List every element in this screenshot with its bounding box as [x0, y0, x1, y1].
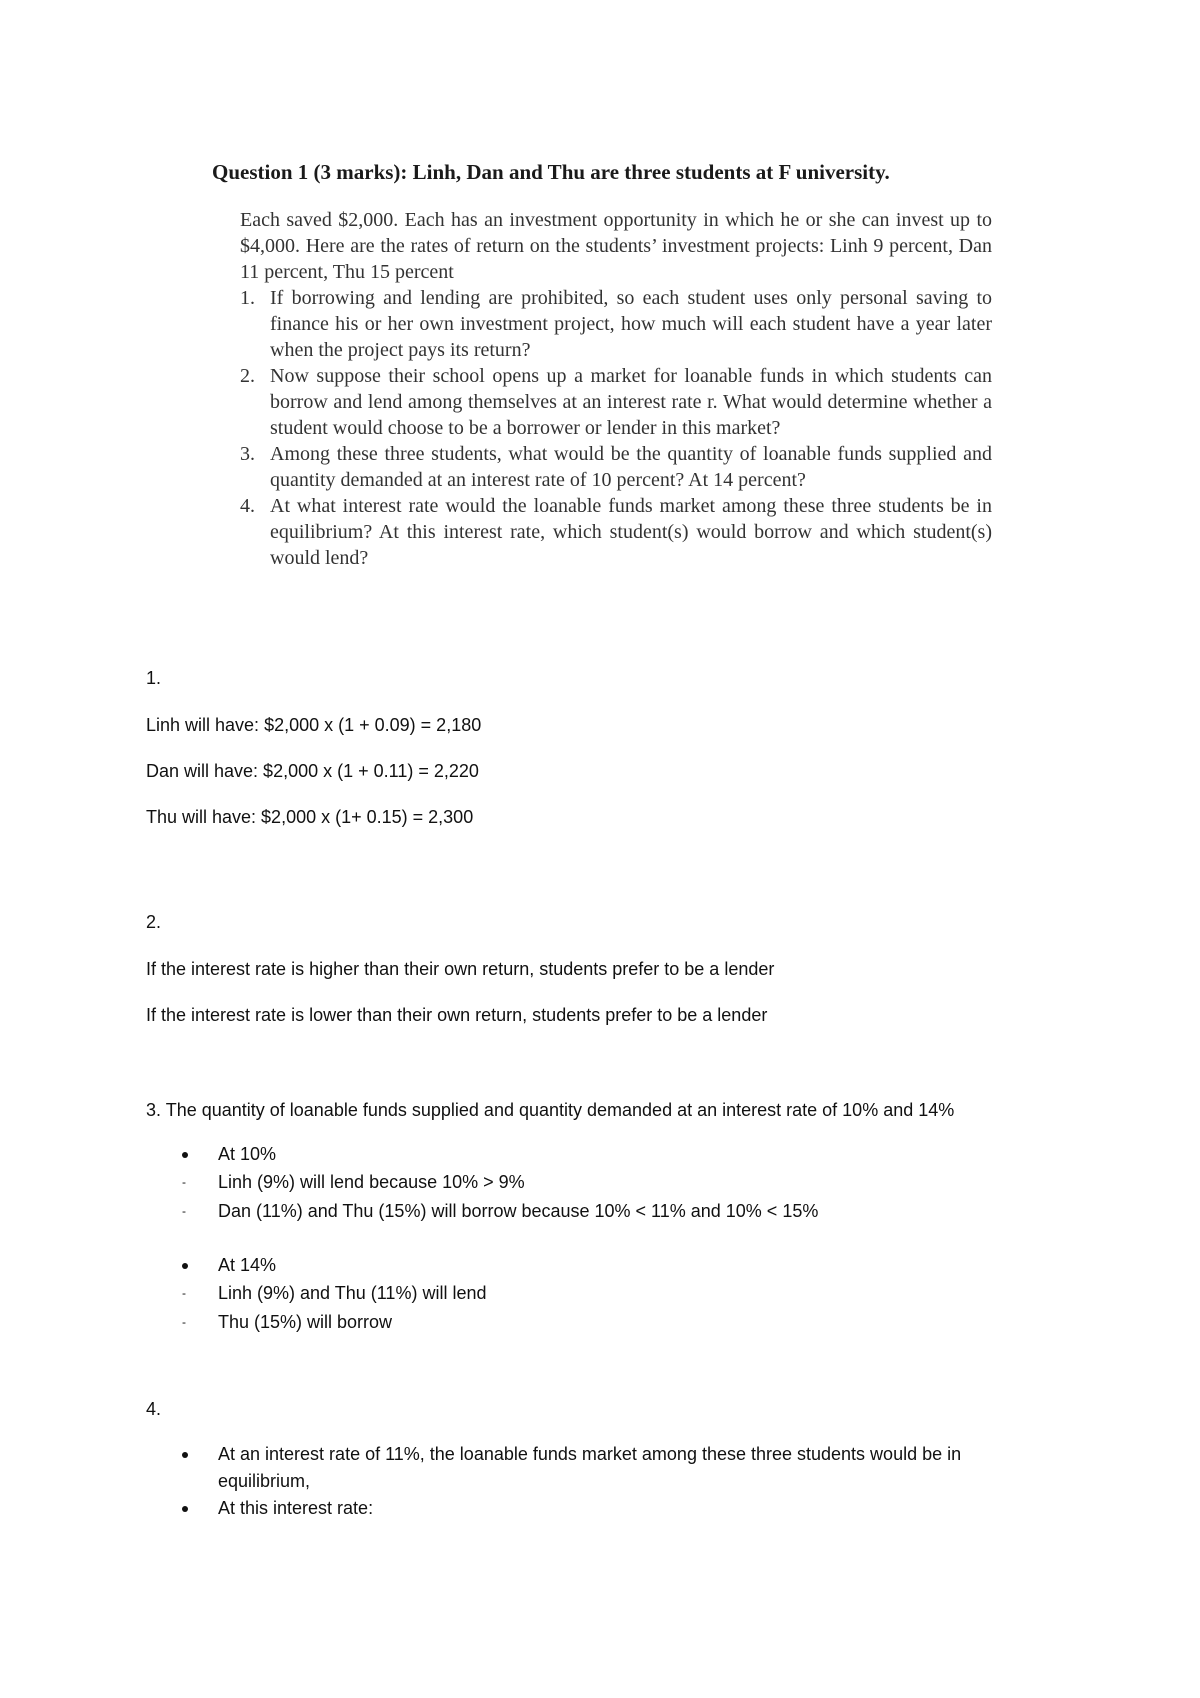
question-item: [240, 363, 992, 441]
answer-number: 1.: [146, 668, 162, 688]
question-item-number: 2.: [240, 365, 255, 387]
question-body: [240, 207, 992, 571]
answer-line: If the interest rate is higher than their own return, students prefer to be a lender: [146, 959, 775, 979]
bullet-item: At 14%: [182, 1252, 1056, 1279]
answer-2: [146, 912, 1056, 1026]
bullet-item: At an interest rate of 11%, the loanable funds market among these three students would be in equilibrium,: [182, 1441, 1056, 1495]
question-item-number: 3.: [240, 443, 255, 465]
bullet-group: [182, 1441, 1056, 1522]
answer-line: Linh will have: $2,000 x (1 + 0.09) = 2,180: [146, 715, 482, 735]
answer-1: [146, 668, 1056, 828]
question-item: [240, 441, 992, 493]
question-item-number: 1.: [240, 287, 255, 309]
bullet-group: [182, 1141, 1056, 1226]
answer-number: 3.: [146, 1100, 162, 1120]
answer-3: [146, 1096, 1056, 1337]
question-item-text: Among these three students, what would be the quantity of loanable funds supplied and quantity demanded at an interest rate of 10 percent? At 14 percent?: [270, 443, 992, 491]
dash-item: - Dan (11%) and Thu (15%) will borrow because 10% < 11% and 10% < 15%: [182, 1197, 1056, 1226]
question-item-text: If borrowing and lending are prohibited, so each student uses only personal saving to finance his or her own investment project, how much will each student have a year later when the project pays its return?: [270, 287, 992, 361]
answer-line: Thu will have: $2,000 x (1+ 0.15) = 2,300: [146, 807, 474, 827]
question-item-text: Now suppose their school opens up a market for loanable funds in which students can borrow and lend among themselves at an interest rate r. What would determine whether a student would choose to be a borrower or lender in this market?: [270, 365, 992, 439]
question-title: Question 1 (3 marks): Linh, Dan and Thu are three students at F university.: [212, 160, 890, 184]
answer-heading: [146, 1096, 1056, 1125]
answer-line: Dan will have: $2,000 x (1 + 0.11) = 2,220: [146, 761, 479, 781]
question-block: [212, 160, 992, 571]
dash-item: - Thu (15%) will borrow: [182, 1308, 1056, 1337]
answer-line: If the interest rate is lower than their own return, students prefer to be a lender: [146, 1005, 768, 1025]
bullet-group: [182, 1252, 1056, 1337]
answers-block: [146, 668, 1056, 1522]
question-intro: Each saved $2,000. Each has an investment opportunity in which he or she can invest up to $4,000. Here are the rates of return on the students’ investment projects: Linh 9 percent, Dan 11 percent, Thu 15 percent: [240, 209, 992, 283]
answer-heading-text: The quantity of loanable funds supplied and quantity demanded at an interest rate of 10% and 14%: [165, 1100, 955, 1120]
bullet-item: At 10%: [182, 1141, 1056, 1168]
answer-number: 2.: [146, 912, 162, 932]
bullet-item: At this interest rate:: [182, 1495, 1056, 1522]
dash-item: - Linh (9%) and Thu (11%) will lend: [182, 1279, 1056, 1308]
question-list: [240, 285, 992, 571]
question-item-text: At what interest rate would the loanable funds market among these three students be in equilibrium? At this interest rate, which student(s) would borrow and which student(s) would lend?: [270, 495, 992, 569]
answer-number: 4.: [146, 1399, 162, 1419]
question-item-number: 4.: [240, 495, 255, 517]
dash-item: - Linh (9%) will lend because 10% > 9%: [182, 1168, 1056, 1197]
question-item: [240, 493, 992, 571]
question-item: [240, 285, 992, 363]
answer-4: [146, 1399, 1056, 1522]
